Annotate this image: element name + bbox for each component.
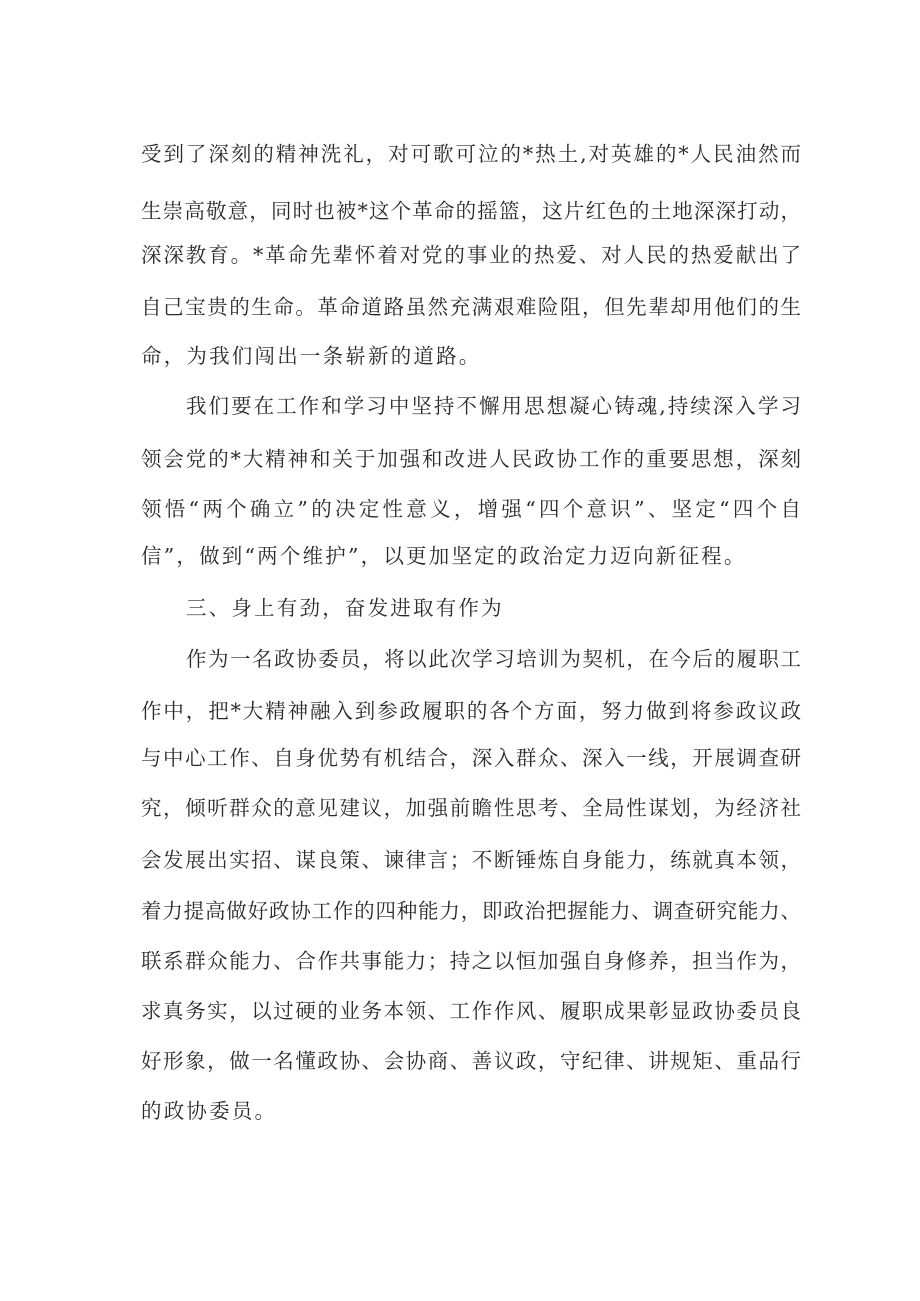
paragraph-3-line-8: 求真务实，以过硬的业务本领、工作作风、履职成果彰显政协委员良 [141, 999, 801, 1023]
paragraph-1-line-5: 命，为我们闯出一条崭新的道路。 [141, 344, 482, 368]
paragraph-1-line-3: 深深教育。*革命先辈怀着对党的事业的热爱、对人民的热爱献出了 [141, 243, 801, 267]
paragraph-3-line-2: 作中，把*大精神融入到参政履职的各个方面，努力做到将参政议政 [141, 699, 801, 723]
paragraph-2-line-1: 我们要在工作和学习中坚持不懈用思想凝心铸魂,持续深入学习 [186, 394, 801, 418]
paragraph-1-line-2: 生崇高敬意，同时也被*这个革命的摇篮，这片红色的土地深深打动， [141, 199, 801, 223]
paragraph-3-line-3: 与中心工作、自身优势有机结合，深入群众、深入一线，开展调查研 [141, 746, 801, 770]
paragraph-1-line-1: 受到了深刻的精神洗礼，对可歌可泣的*热土,对英雄的*人民油然而 [141, 142, 801, 166]
paragraph-2-line-4: 信”，做到“两个维护”，以更加坚定的政治定力迈向新征程。 [141, 544, 747, 568]
paragraph-2-line-2: 领会党的*大精神和关于加强和改进人民政协工作的重要思想，深刻 [141, 447, 801, 471]
paragraph-3-line-10: 的政协委员。 [141, 1099, 278, 1123]
section-heading-3: 三、身上有劲，奋发进取有作为 [186, 596, 504, 620]
paragraph-2-line-3: 领悟“两个确立”的决定性意义，增强“四个意识”、坚定“四个自 [141, 497, 801, 521]
paragraph-3-line-9: 好形象，做一名懂政协、会协商、善议政，守纪律、讲规矩、重品行 [141, 1049, 801, 1073]
paragraph-3-line-1: 作为一名政协委员，将以此次学习培训为契机，在今后的履职工 [186, 647, 801, 671]
paragraph-3-line-5: 会发展出实招、谋良策、谏律言；不断锤炼自身能力，练就真本领， [141, 848, 801, 872]
paragraph-3-line-6: 着力提高做好政协工作的四种能力，即政治把握能力、调查研究能力、 [141, 899, 801, 923]
paragraph-3-line-7: 联系群众能力、合作共事能力；持之以恒加强自身修养，担当作为， [141, 949, 801, 973]
paragraph-1-line-4: 自己宝贵的生命。革命道路虽然充满艰难险阻，但先辈却用他们的生 [141, 295, 801, 319]
paragraph-3-line-4: 究，倾听群众的意见建议，加强前瞻性思考、全局性谋划，为经济社 [141, 796, 801, 820]
